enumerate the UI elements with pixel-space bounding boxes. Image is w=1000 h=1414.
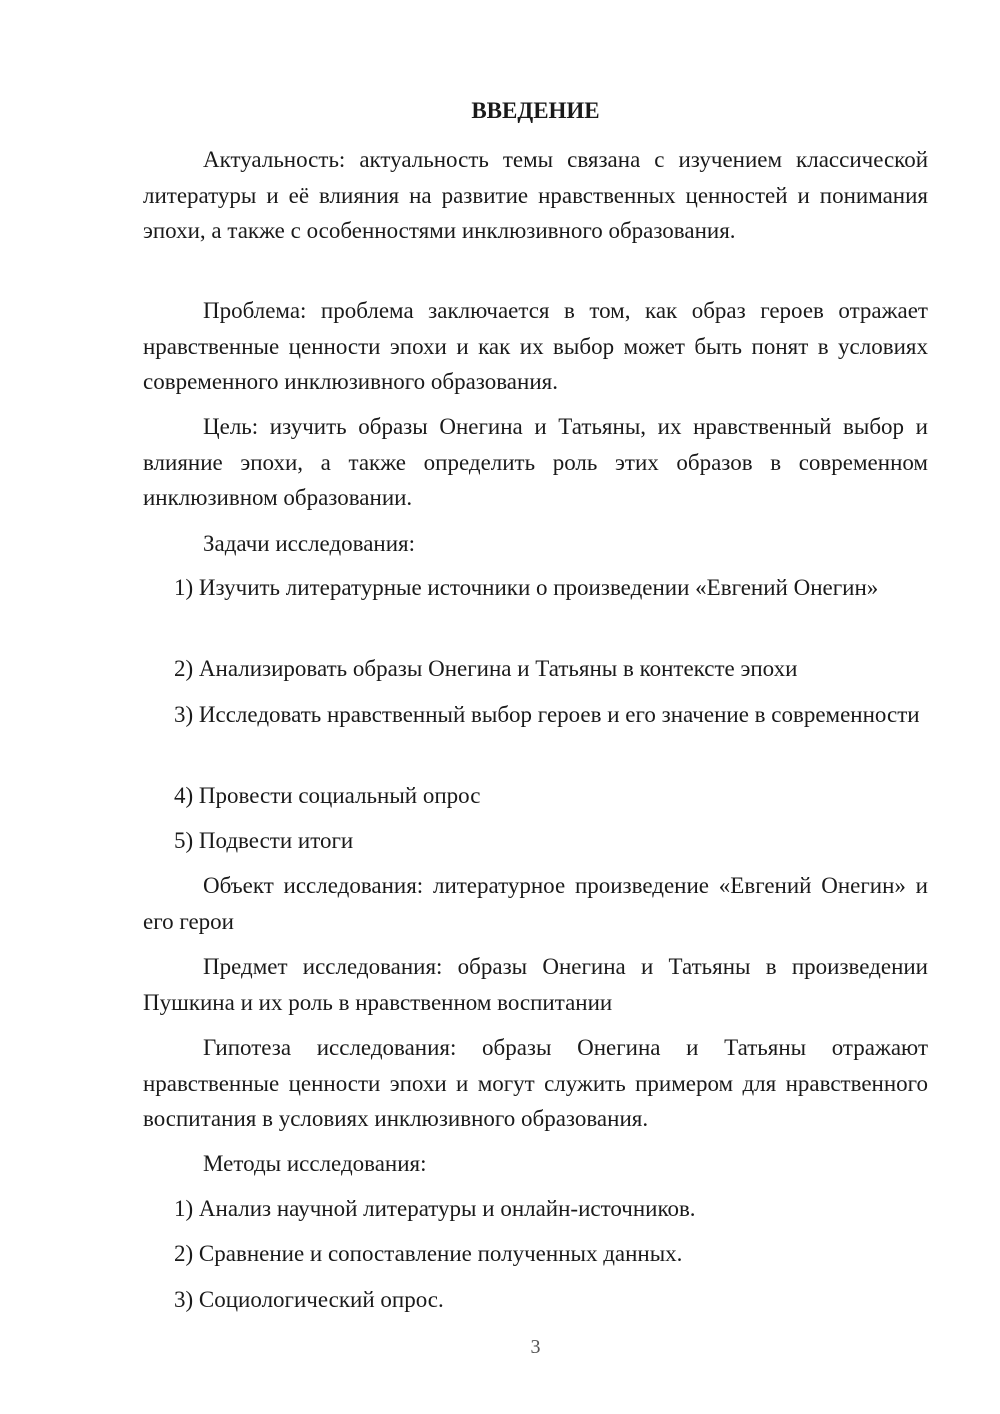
methods-title: Методы исследования: <box>203 1151 427 1176</box>
method-item: 1) Анализ научной литературы и онлайн-источников. <box>174 1196 696 1221</box>
page-number: 3 <box>530 1336 541 1358</box>
task-item: 2) Анализировать образы Онегина и Татьяны в контексте эпохи <box>174 656 798 681</box>
task-item: 4) Провести социальный опрос <box>174 783 481 808</box>
method-item: 3) Социологический опрос. <box>174 1287 444 1312</box>
object-paragraph: Объект исследования: литературное произведение «Евгений Онегин» и его герои <box>143 873 928 934</box>
method-item: 2) Сравнение и сопоставление полученных данных. <box>174 1241 683 1266</box>
hypothesis-paragraph: Гипотеза исследования: образы Онегина и Татьяны отражают нравственные ценности эпохи и могут служить примером для нравственного воспитания в условиях инклюзивного образования. <box>143 1035 928 1131</box>
subject-paragraph: Предмет исследования: образы Онегина и Татьяны в произведении Пушкина и их роль в нравственном воспитании <box>143 954 928 1015</box>
task-item: 3) Исследовать нравственный выбор героев и его значение в современности <box>174 702 920 727</box>
document-page <box>143 0 928 1414</box>
relevance-paragraph: Актуальность: актуальность темы связана с изучением классической литературы и её влияния на развитие нравственных ценностей и понимания эпохи, а также с особенностями инклюзивного образования. <box>143 147 928 243</box>
goal-paragraph: Цель: изучить образы Онегина и Татьяны, их нравственный выбор и влияние эпохи, а также определить роль этих образов в современном инклюзивном образовании. <box>143 414 928 510</box>
page-title: ВВЕДЕНИЕ <box>471 98 600 123</box>
task-item: 5) Подвести итоги <box>174 828 354 853</box>
task-item: 1) Изучить литературные источники о произведении «Евгений Онегин» <box>174 575 879 600</box>
problem-paragraph: Проблема: проблема заключается в том, как образ героев отражает нравственные ценности эпохи и как их выбор может быть понят в условиях современного инклюзивного образования. <box>143 298 928 394</box>
tasks-title: Задачи исследования: <box>203 531 416 556</box>
